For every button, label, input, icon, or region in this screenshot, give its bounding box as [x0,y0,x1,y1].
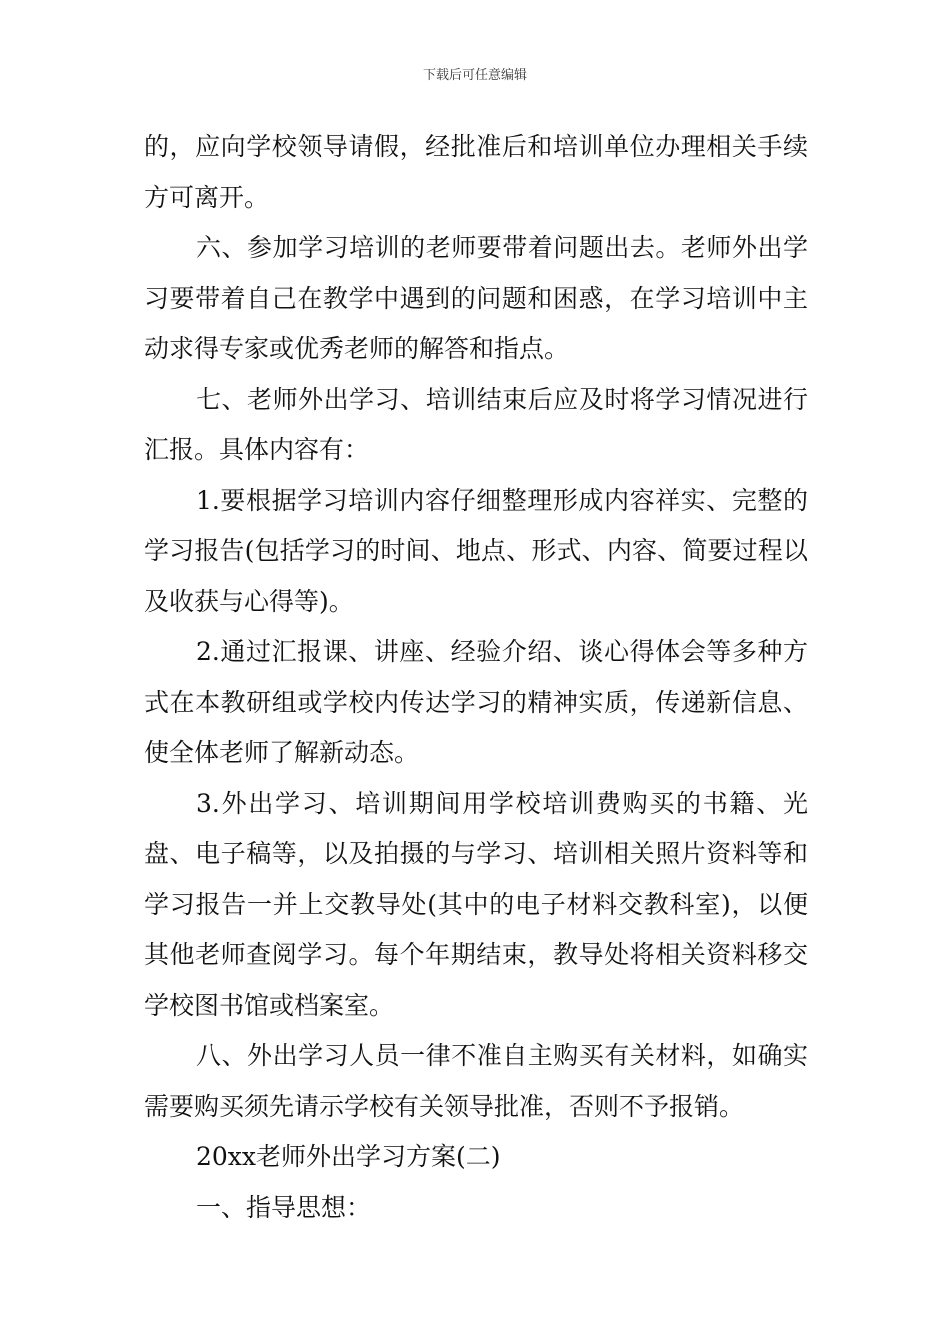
paragraph-2: 六、参加学习培训的老师要带着问题出去。老师外出学习要带着自己在教学中遇到的问题和困惑，在学习培训中主动求得专家或优秀老师的解答和指点。 [144,233,808,363]
paragraph-7: 八、外出学习人员一律不准自主购买有关材料，如确实需要购买须先请示学校有关领导批准，否则不予报销。 [144,1041,808,1121]
download-note: 下载后可任意编辑 [422,68,527,83]
subsection-heading: 一、指导思想： [196,1192,372,1222]
paragraph-4: 1.要根据学习培训内容仔细整理形成内容祥实、完整的学习报告(包括学习的时间、地点、形式、内容、简要过程以及收获与心得等)。 [144,485,808,616]
paragraph-6: 3.外出学习、培训期间用学校培训费购买的书籍、光盘、电子稿等，以及拍摄的与学习、培训相关照片资料等和学习报告一并上交教导处(其中的电子材料交教科室)，以便其他老师查阅学习。每个年期结束，教导处将相关资料移交学校图书馆或档案室。 [144,788,808,1020]
section-title: 20xx老师外出学习方案(二) [196,1142,501,1171]
paragraph-1: 的，应向学校领导请假，经批准后和培训单位办理相关手续方可离开。 [144,132,808,212]
document-body [144,122,808,1233]
paragraph-5: 2.通过汇报课、讲座、经验介绍、谈心得体会等多种方式在本教研组或学校内传达学习的精神实质，传递新信息、使全体老师了解新动态。 [144,637,808,767]
paragraph-3: 七、老师外出学习、培训结束后应及时将学习情况进行汇报。具体内容有： [144,384,808,464]
